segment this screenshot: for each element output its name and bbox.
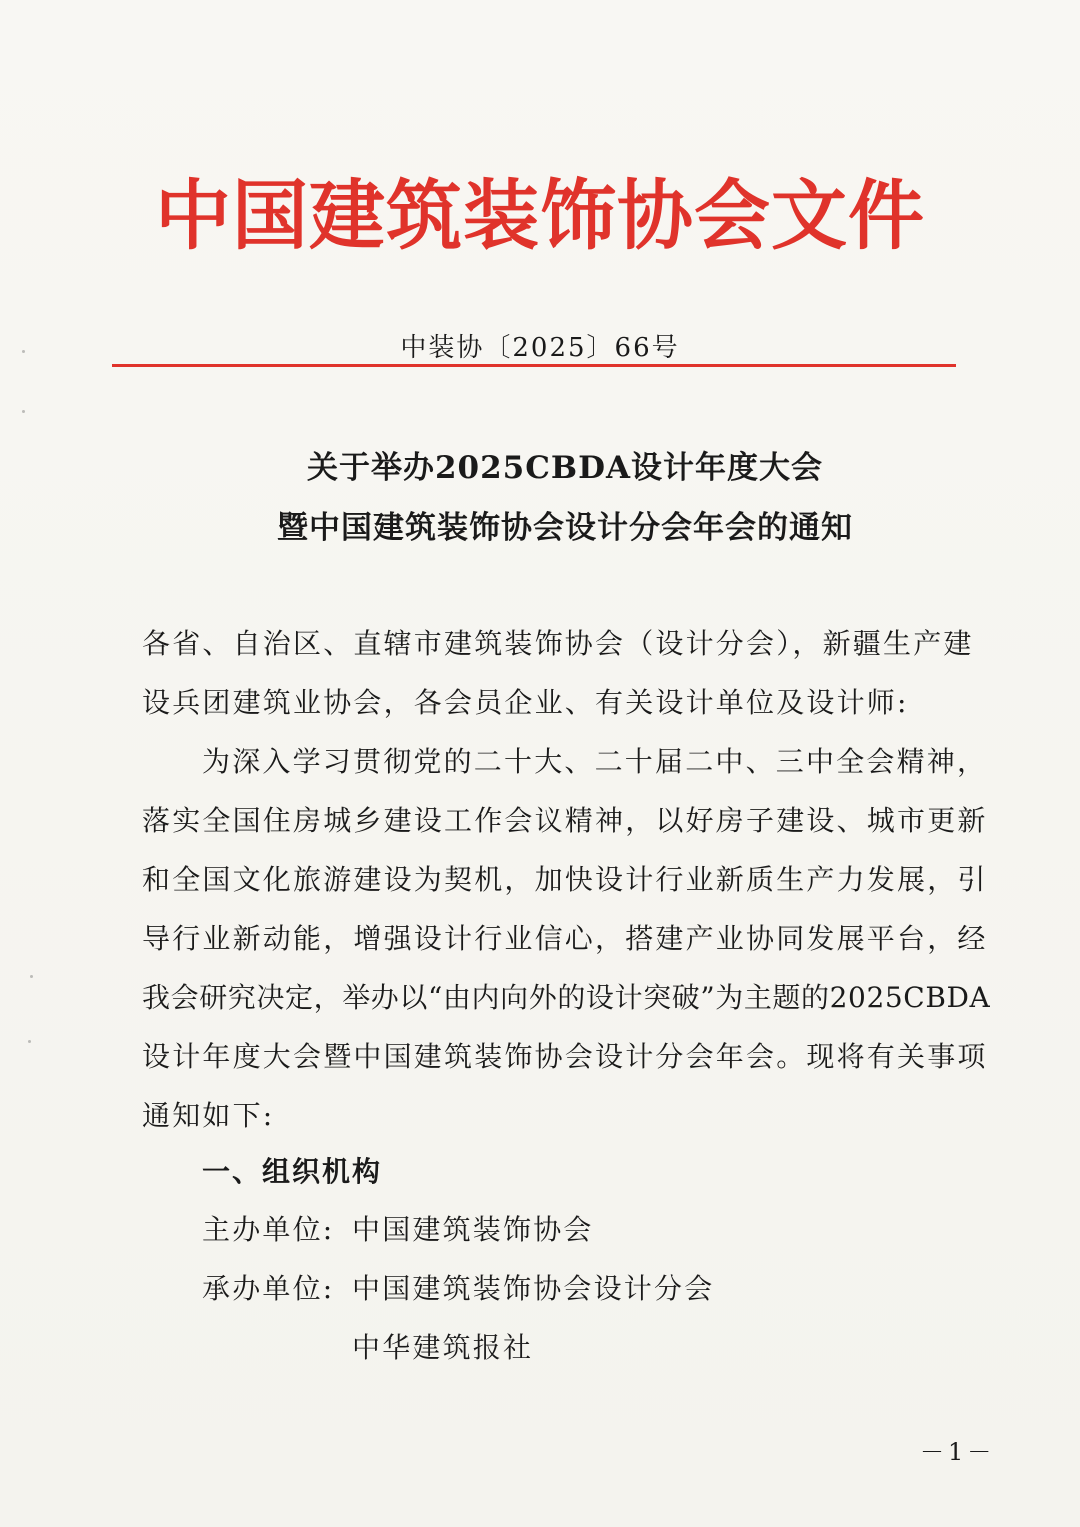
scan-speck xyxy=(22,410,25,413)
host-value: 中国建筑装饰协会 xyxy=(352,1213,594,1246)
scan-speck xyxy=(22,350,25,353)
section-heading-organization: 一、组织机构 xyxy=(202,1155,383,1188)
organizer-label: 承办单位: xyxy=(202,1272,335,1305)
scan-speck xyxy=(30,975,33,978)
body-paragraph-line: 导行业新动能，增强设计行业信心，搭建产业协同发展平台，经 xyxy=(142,922,988,955)
scan-speck xyxy=(28,1040,31,1043)
document-header-title: 中国建筑装饰协会文件 xyxy=(155,171,925,260)
show-through-bg xyxy=(270,128,654,165)
organizer-value: 中华建筑报社 xyxy=(352,1331,534,1364)
page-number: －1－ xyxy=(920,1438,996,1466)
host-label: 主办单位: xyxy=(202,1213,335,1246)
body-paragraph-line: 设兵团建筑业协会，各会员企业、有关设计单位及设计师: xyxy=(142,686,909,719)
notice-title-line-2: 暨中国建筑装饰协会设计分会年会的通知 xyxy=(277,510,853,546)
notice-title-line-1: 关于举办2025CBDA设计年度大会 xyxy=(306,450,824,486)
body-paragraph-line: 各省、自治区、直辖市建筑装饰协会（设计分会），新疆生产建 xyxy=(142,627,974,660)
body-paragraph-line: 设计年度大会暨中国建筑装饰协会设计分会年会。现将有关事项 xyxy=(142,1040,988,1073)
organizer-value: 中国建筑装饰协会设计分会 xyxy=(352,1272,715,1305)
document-number: 中装协〔2025〕66号 xyxy=(400,333,680,363)
red-divider-line xyxy=(112,364,956,367)
body-paragraph-line: 和全国文化旅游建设为契机，加快设计行业新质生产力发展，引 xyxy=(142,863,988,896)
body-paragraph-line: 落实全国住房城乡建设工作会议精神，以好房子建设、城市更新 xyxy=(142,804,988,837)
body-paragraph-line: 我会研究决定，举办以“由内向外的设计突破”为主题的2025CBDA xyxy=(142,981,991,1014)
body-paragraph-line: 为深入学习贯彻党的二十大、二十届二中、三中全会精神， xyxy=(202,745,988,778)
body-paragraph-line: 通知如下: xyxy=(142,1099,275,1132)
